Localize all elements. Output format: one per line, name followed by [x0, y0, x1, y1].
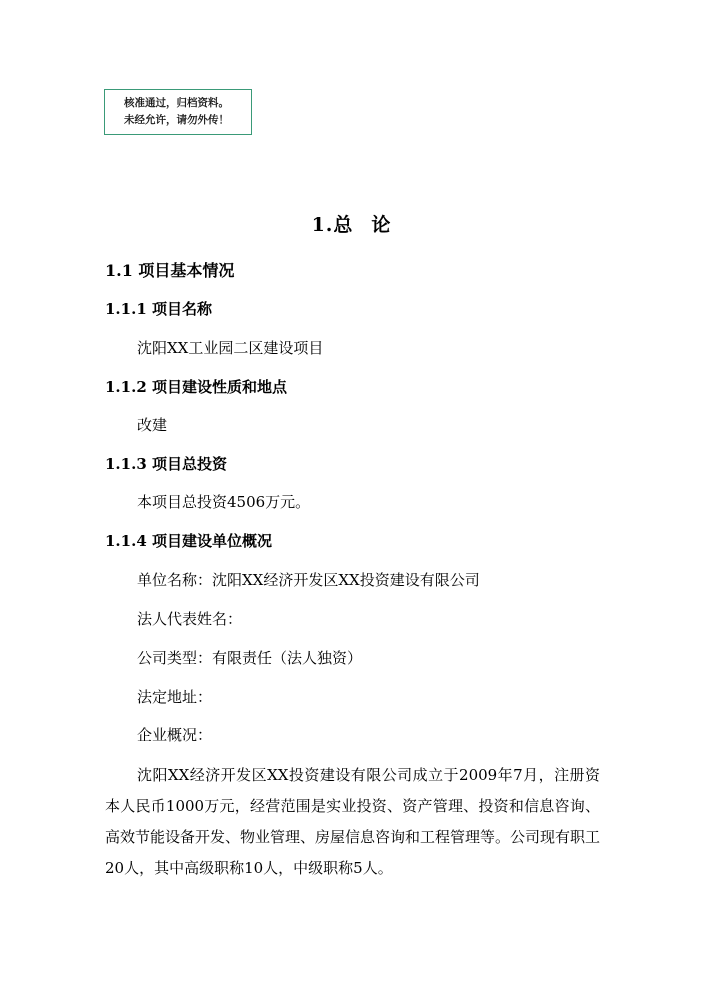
unit-name-text: 单位名称：沈阳XX经济开发区XX投资建设有限公司	[137, 571, 480, 589]
stamp-line-2: 未经允许，请勿外传！	[124, 114, 229, 126]
approval-stamp	[104, 89, 252, 135]
overview-label: 企业概况：	[137, 726, 213, 744]
subsection-heading-1-1-3: 1.1.3 项目总投资	[105, 455, 227, 473]
section-heading-1-1: 1.1 项目基本情况	[105, 261, 235, 280]
chapter-title	[0, 210, 703, 237]
subsection-heading-1-1-4: 1.1.4 项目建设单位概况	[105, 532, 272, 550]
subsection-heading-1-1-2: 1.1.2 项目建设性质和地点	[105, 378, 287, 396]
legal-representative-text: 法人代表姓名：	[137, 610, 243, 628]
stamp-line-1: 核准通过，归档资料。	[124, 97, 229, 109]
project-nature-text: 改建	[137, 416, 168, 434]
total-investment-text: 本项目总投资4506万元。	[137, 493, 311, 511]
company-overview-paragraph: 沈阳XX经济开发区XX投资建设有限公司成立于2009年7月，注册资本人民币1000万元，经营范围是实业投资、资产管理、投资和信息咨询、高效节能设备开发、物业管理、房屋信息咨询和工程管理等。公司现有职工20人，其中高级职称10人，中级职称5人。	[105, 766, 601, 877]
chapter-number: 1.总	[311, 214, 354, 236]
company-type-text: 公司类型：有限责任（法人独资）	[137, 649, 363, 667]
legal-address-text: 法定地址：	[137, 688, 213, 706]
project-name-text: 沈阳XX工业园二区建设项目	[137, 339, 324, 357]
chapter-name: 论	[371, 214, 392, 236]
subsection-heading-1-1-1: 1.1.1 项目名称	[105, 300, 212, 318]
